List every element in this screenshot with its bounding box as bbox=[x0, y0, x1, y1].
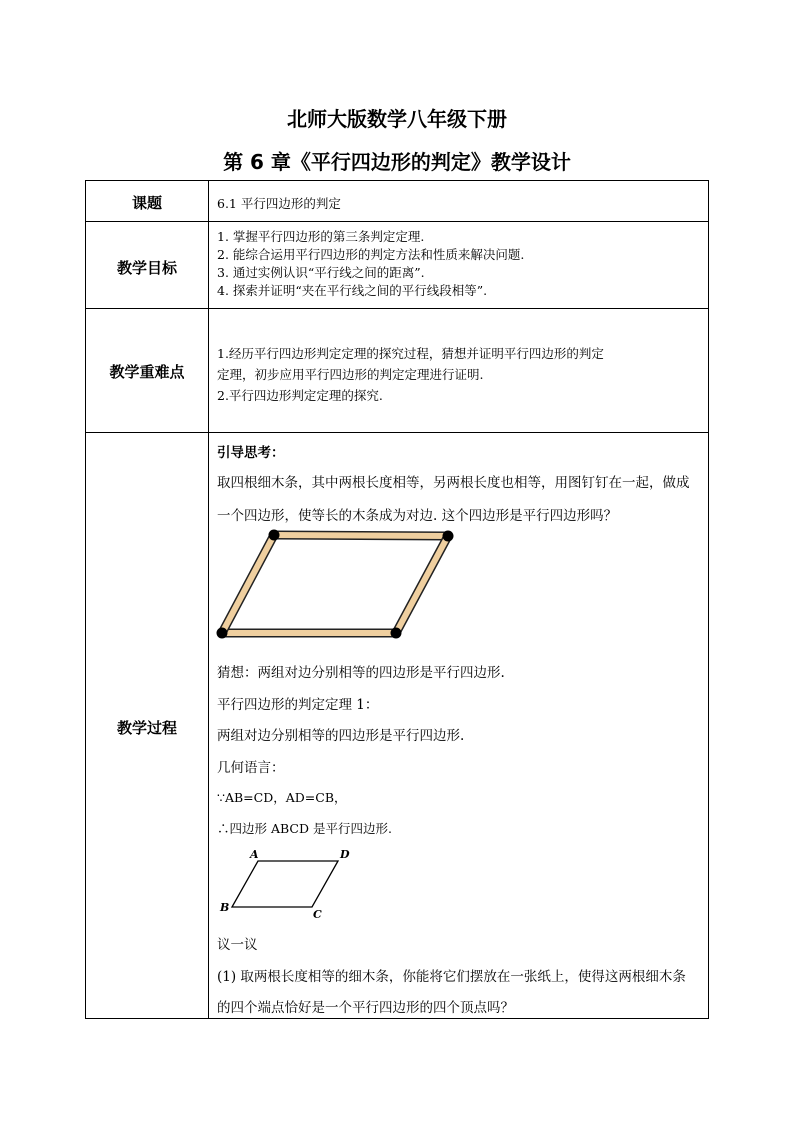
objective-item: 3. 通过实例认识“平行线之间的距离”. bbox=[217, 265, 425, 280]
document-title: 北师大版数学八年级下册 bbox=[287, 107, 507, 131]
objective-item: 1. 掌握平行四边形的第三条判定定理. bbox=[217, 229, 425, 244]
guess-text: 猜想：两组对边分别相等的四边形是平行四边形. bbox=[217, 665, 505, 681]
keypoint-line: 1.经历平行四边形判定定理的探究过程，猜想并证明平行四边形的判定 bbox=[217, 346, 604, 361]
theorem-title: 平行四边形的判定定理 1： bbox=[217, 697, 379, 713]
objective-item: 4. 探索并证明“夹在平行线之间的平行线段相等”. bbox=[217, 283, 488, 298]
document-subtitle: 第 6 章《平行四边形的判定》教学设计 bbox=[223, 150, 571, 174]
question-line: 的四个端点恰好是一个平行四边形的四个顶点吗？ bbox=[217, 1000, 514, 1016]
keypoints-label: 教学重难点 bbox=[109, 363, 185, 381]
topic-label: 课题 bbox=[131, 194, 162, 212]
row-divider-2 bbox=[86, 308, 708, 309]
vertex-label-d: D bbox=[340, 848, 350, 861]
vertex-label-c: C bbox=[313, 908, 322, 921]
parallelogram-abcd-diagram bbox=[216, 847, 366, 923]
topic-content: 6.1 平行四边形的判定 bbox=[217, 196, 341, 211]
lesson-plan-table bbox=[85, 180, 709, 1019]
theorem-text: 两组对边分别相等的四边形是平行四边形. bbox=[217, 728, 465, 744]
therefore-statement: ∴四边形 ABCD 是平行四边形. bbox=[217, 821, 392, 836]
question-line: (1) 取两根长度相等的细木条，你能将它们摆放在一张纸上，使得这两根细木条 bbox=[217, 969, 686, 985]
keypoint-line: 定理，初步应用平行四边形的判定定理进行证明. bbox=[217, 367, 484, 382]
intro-line: 取四根细木条，其中两根长度相等，另两根长度也相等，用图钉钉在一起，做成 bbox=[217, 475, 690, 491]
nail-bottom-left bbox=[217, 628, 228, 639]
discuss-heading: 议一议 bbox=[217, 937, 258, 953]
row-divider-1 bbox=[86, 221, 708, 222]
objectives-list bbox=[217, 228, 705, 300]
keypoint-line: 2.平行四边形判定定理的探究. bbox=[217, 388, 383, 403]
process-label: 教学过程 bbox=[116, 719, 177, 737]
because-statement: ∵AB=CD，AD=CB， bbox=[217, 790, 347, 805]
vertex-label-a: A bbox=[250, 848, 259, 861]
objectives-label: 教学目标 bbox=[116, 259, 177, 277]
objective-item: 2. 能综合运用平行四边形的判定方法和性质来解决问题. bbox=[217, 247, 525, 262]
vertex-label-b: B bbox=[220, 901, 230, 914]
nail-bottom-right bbox=[391, 628, 402, 639]
wooden-stick-parallelogram-figure bbox=[211, 527, 456, 639]
nail-top-right bbox=[443, 531, 454, 542]
parallelogram-abcd-shape bbox=[232, 861, 338, 907]
intro-line: 一个四边形，使等长的木条成为对边. 这个四边形是平行四边形吗？ bbox=[217, 508, 618, 524]
geometry-language-heading: 几何语言： bbox=[217, 760, 285, 776]
keypoints-text bbox=[217, 343, 705, 406]
nail-top-left bbox=[269, 530, 280, 541]
guided-thinking-heading: 引导思考： bbox=[217, 445, 285, 461]
column-divider bbox=[208, 181, 209, 1018]
row-divider-3 bbox=[86, 432, 708, 433]
